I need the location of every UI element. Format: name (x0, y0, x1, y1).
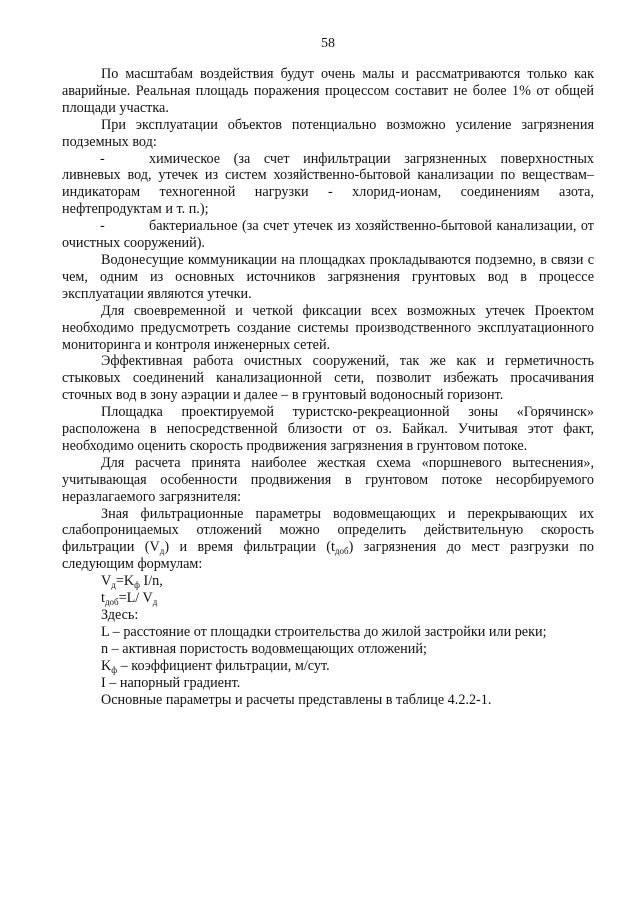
paragraph-groundwater-intro: При эксплуатации объектов потенциально возможно усиление загрязнения подземных вод: (62, 116, 594, 150)
list-item-text: химическое (за счет инфильтрации загрязненных поверхностных ливневых вод, утечек из систем хозяйственно-бытовой канализации по веществам–индикаторам техногенной нагрузки - хлорид-ионам, соединениям азота, нефтепродуктам и т. п.); (62, 150, 594, 218)
list-dash: - (100, 218, 105, 235)
paragraph-calculation-scheme: Для расчета принята наиболее жесткая схема «поршневого вытеснения», учитывающая особенности продвижения в грунтовом потоке несорбируемого неразлагаемого загрязнителя: (62, 454, 594, 505)
page-number: 58 (321, 36, 335, 51)
list-item-text: бактериальное (за счет утечек из хозяйственно-бытовой канализации, от очистных сооружений). (62, 218, 594, 252)
definition-K: $K_ф$ – коэффициент фильтрации, м/сут. (101, 657, 330, 675)
paragraph-impact-scale: По масштабам воздействия будут очень малы и рассматриваются только как аварийные. Реальная площадь поражения процессом составит не более 1% от общей площади участка. (62, 66, 594, 116)
formula-time: $t_{доб}=L/$ $V_д$ (101, 590, 158, 608)
paragraph-table-reference: Основные параметры и расчеты представлены в таблице 4.2.2-1. (101, 691, 492, 708)
definition-n: n – активная пористость водовмещающих отложений; (101, 640, 427, 657)
definition-I: I – напорный градиент. (101, 674, 241, 691)
definitions-heading: Здесь: (101, 607, 139, 623)
paragraph-treatment: Эффективная работа очистных сооружений, так же как и герметичность стыковых соединений канализационной сети, позволит избежать просачивания сточных вод в зону аэрации и далее – в грунтовый водоносный горизонт. (62, 353, 594, 404)
paragraph-monitoring: Для своевременной и четкой фиксации всех возможных утечек Проектом необходимо предусмотреть создание системы производственного эксплуатационного мониторинга и контроля инженерных сетей. (62, 302, 594, 353)
paragraph-site-location: Площадка проектируемой туристско-рекреационной зоны «Горячинск» расположена в непосредственной близости от оз. Байкал. Учитывая этот факт, необходимо оценить скорость продвижения загрязнения в грунтовом потоке. (62, 404, 594, 454)
list-item-bacterial (62, 218, 594, 252)
list-item-chemical (62, 151, 594, 219)
paragraph-utilities: Водонесущие коммуникации на площадках прокладываются подземно, в связи с чем, одним из основных источников загрязнения грунтовых вод в процессе эксплуатации являются утечки. (62, 251, 594, 302)
document-page (62, 36, 594, 708)
definition-L: L – расстояние от площадки строительства до жилой застройки или реки; (101, 623, 547, 640)
formula-velocity: $V_д=K_ф$ I/n, (101, 573, 163, 591)
paragraph-filtration-params: Зная фильтрационные параметры водовмещающих и перекрывающих их слабопроницаемых отложений можно определить действительную скорость фильтрации $(V_д)$ и время фильтрации $(t_{доб})$ загрязнения до мест разгрузки по следующим формулам: (62, 505, 594, 573)
list-dash: - (100, 150, 105, 167)
